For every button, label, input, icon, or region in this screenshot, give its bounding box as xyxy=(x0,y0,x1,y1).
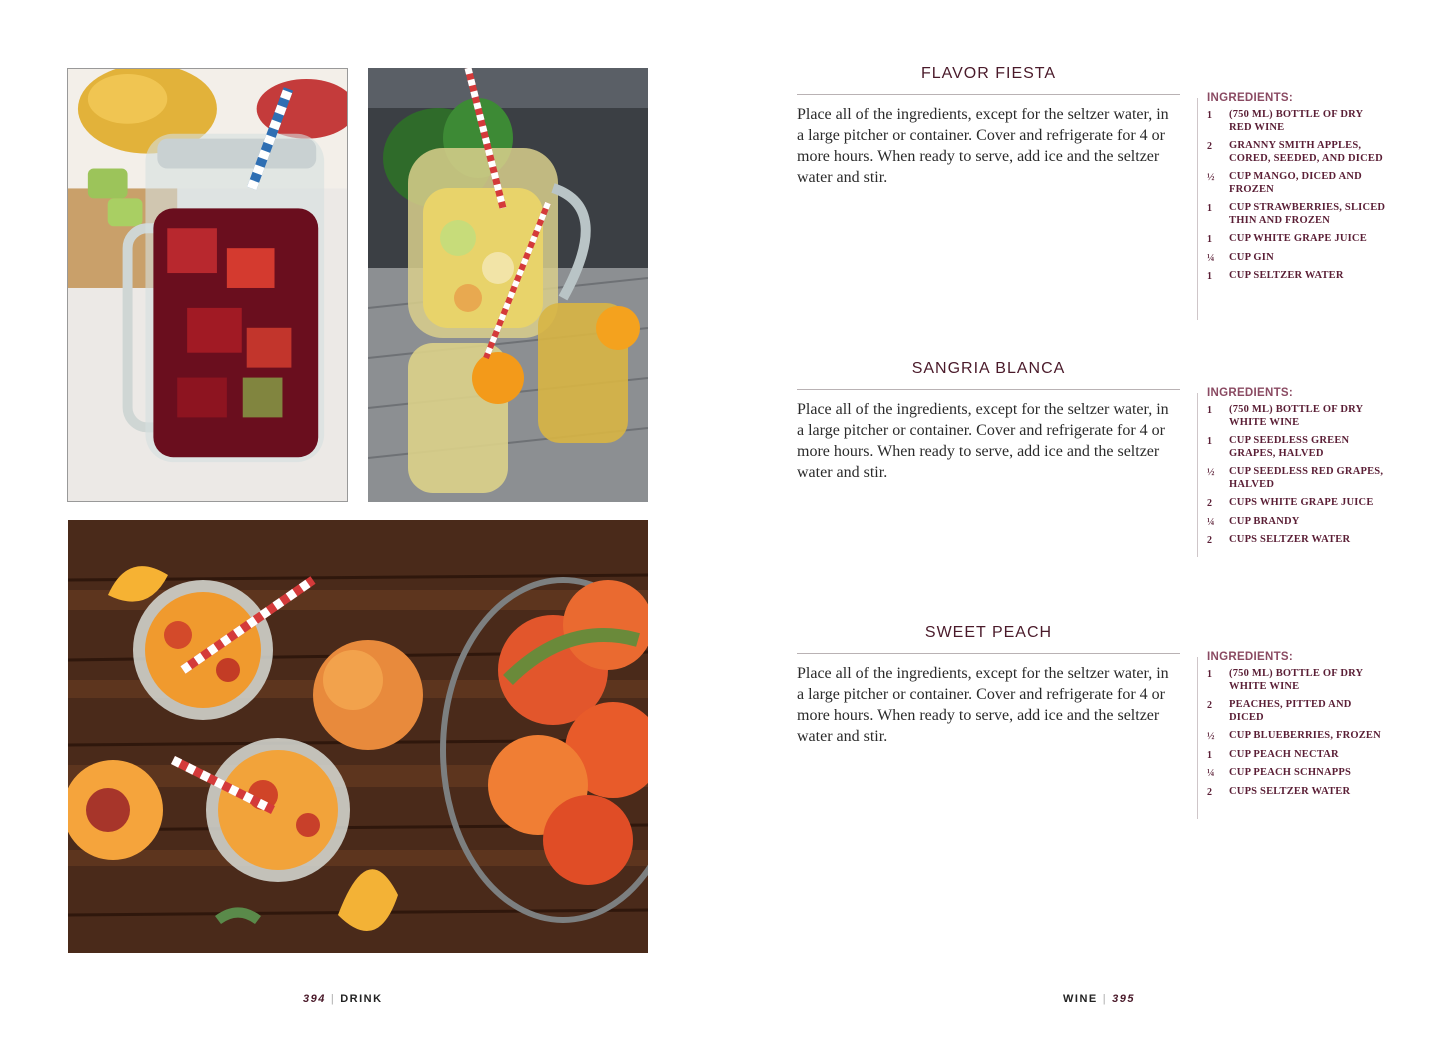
right-section-label: WINE xyxy=(1063,993,1098,1005)
left-page-number: 394 xyxy=(303,993,326,1005)
recipe-instructions: Place all of the ingredients, except for the seltzer water, in a large pitcher or container. Cover and refrigerate for 4 or more hours. When ready to serve, add ice and the seltzer water and stir. xyxy=(797,106,1169,186)
left-section-label: DRINK xyxy=(340,993,383,1005)
ingredient-row xyxy=(1207,466,1387,491)
ingredient-row xyxy=(1207,404,1387,429)
left-folio xyxy=(303,993,383,1005)
ingredient-row xyxy=(1207,699,1387,724)
ingredient-row xyxy=(1207,202,1387,227)
ingredient-qty: 1 xyxy=(1207,110,1212,121)
ingredient-qty: ¼ xyxy=(1207,768,1215,779)
ingredient-qty: 2 xyxy=(1207,141,1212,152)
ingredient-item: PEACHES, PITTED AND DICED xyxy=(1229,699,1352,723)
ingredient-qty: ½ xyxy=(1207,467,1215,478)
ingredients-label: INGREDIENTS: xyxy=(1207,92,1294,104)
ingredient-row xyxy=(1207,786,1387,799)
ingredient-row xyxy=(1207,140,1387,165)
ingredient-row xyxy=(1207,767,1387,780)
ingredients-list xyxy=(1197,92,1387,320)
folio-separator: | xyxy=(1102,993,1108,1005)
ingredient-row xyxy=(1207,233,1387,246)
ingredients-label: INGREDIENTS: xyxy=(1207,651,1294,663)
ingredient-qty: ½ xyxy=(1207,172,1215,183)
ingredient-row xyxy=(1207,516,1387,529)
ingredient-qty: 1 xyxy=(1207,436,1212,447)
ingredients-list xyxy=(1197,651,1387,819)
recipe-title: SANGRIA BLANCA xyxy=(911,360,1066,377)
ingredient-qty: 1 xyxy=(1207,749,1212,761)
ingredient-qty: 2 xyxy=(1207,786,1212,798)
recipe-title: FLAVOR FIESTA xyxy=(920,65,1057,82)
ingredient-item: CUPS SELTZER WATER xyxy=(1229,785,1351,797)
ingredients-label: INGREDIENTS: xyxy=(1207,387,1294,399)
ingredient-row xyxy=(1207,109,1387,134)
ingredient-row xyxy=(1207,730,1387,743)
recipe-title: SWEET PEACH xyxy=(924,624,1053,641)
ingredient-qty: 1 xyxy=(1207,405,1212,416)
ingredient-qty: ½ xyxy=(1207,731,1215,742)
ingredient-qty: ¼ xyxy=(1207,252,1215,264)
recipe-divider xyxy=(797,653,1180,654)
ingredient-item: CUP SELTZER WATER xyxy=(1229,270,1344,281)
ingredient-row xyxy=(1207,497,1387,510)
ingredient-qty: 1 xyxy=(1207,203,1212,214)
ingredient-item: CUP BLUEBERRIES, FROZEN xyxy=(1229,730,1381,741)
ingredient-row xyxy=(1207,171,1387,196)
ingredient-item: CUP GIN xyxy=(1229,251,1274,263)
ingredients-list xyxy=(1197,387,1387,557)
ingredient-item: (750 ML) BOTTLE OF DRY WHITE WINE xyxy=(1229,404,1363,428)
ingredient-row xyxy=(1207,252,1387,265)
red-sangria-jar-photo xyxy=(67,68,348,502)
ingredient-qty: ¼ xyxy=(1207,516,1215,528)
ingredient-row xyxy=(1207,749,1387,762)
right-folio xyxy=(1063,993,1135,1005)
ingredient-item: CUP STRAWBERRIES, SLICED THIN AND FROZEN xyxy=(1229,202,1386,226)
white-sangria-pitcher-photo xyxy=(368,68,648,502)
ingredient-qty: 1 xyxy=(1207,234,1212,245)
ingredient-item: CUP MANGO, DICED AND FROZEN xyxy=(1229,171,1362,195)
ingredient-row xyxy=(1207,534,1387,547)
ingredient-item: CUP PEACH SCHNAPPS xyxy=(1229,767,1352,778)
ingredient-item: CUP WHITE GRAPE JUICE xyxy=(1229,233,1367,244)
recipe-divider xyxy=(797,389,1180,390)
recipe-instructions: Place all of the ingredients, except for the seltzer water, in a large pitcher or container. Cover and refrigerate for 4 or more hours. When ready to serve, add ice and the seltzer water and stir. xyxy=(797,401,1169,481)
peach-sangria-photo xyxy=(68,520,648,953)
ingredient-item: CUPS WHITE GRAPE JUICE xyxy=(1229,497,1374,508)
ingredient-item: GRANNY SMITH APPLES, CORED, SEEDED, AND DICED xyxy=(1229,140,1383,164)
ingredient-item: (750 ML) BOTTLE OF DRY WHITE WINE xyxy=(1229,668,1363,692)
recipe-divider xyxy=(797,94,1180,95)
ingredient-qty: 1 xyxy=(1207,271,1212,282)
ingredient-row xyxy=(1207,270,1387,283)
ingredient-item: CUP BRANDY xyxy=(1229,515,1300,527)
ingredient-item: (750 ML) BOTTLE OF DRY RED WINE xyxy=(1229,109,1363,133)
ingredient-item: CUP SEEDLESS GREEN GRAPES, HALVED xyxy=(1229,435,1350,459)
right-page-number: 395 xyxy=(1112,993,1135,1005)
ingredient-row xyxy=(1207,435,1387,460)
recipe-instructions: Place all of the ingredients, except for the seltzer water, in a large pitcher or container. Cover and refrigerate for 4 or more hours. When ready to serve, add ice and the seltzer water and stir. xyxy=(797,665,1169,745)
folio-separator: | xyxy=(330,993,336,1005)
ingredient-qty: 2 xyxy=(1207,535,1212,546)
ingredient-row xyxy=(1207,668,1387,693)
ingredient-qty: 2 xyxy=(1207,498,1212,509)
ingredient-item: CUPS SELTZER WATER xyxy=(1229,534,1351,545)
ingredient-qty: 2 xyxy=(1207,700,1212,711)
ingredient-item: CUP SEEDLESS RED GRAPES, HALVED xyxy=(1229,466,1384,490)
ingredient-qty: 1 xyxy=(1207,669,1212,680)
ingredient-item: CUP PEACH NECTAR xyxy=(1229,748,1339,760)
